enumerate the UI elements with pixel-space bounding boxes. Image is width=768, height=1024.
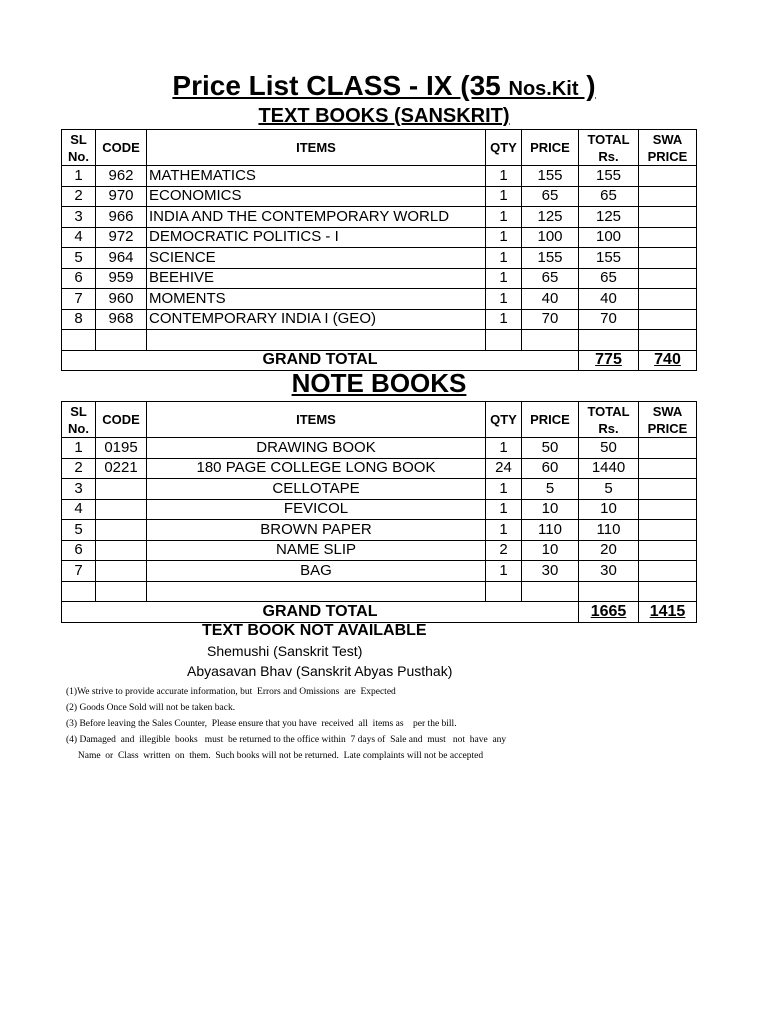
price-cell: 30 <box>522 561 579 582</box>
title-end: ) <box>578 70 596 101</box>
qty-cell: 2 <box>486 540 522 561</box>
table-header-row <box>62 402 697 438</box>
code-cell: 972 <box>96 227 147 248</box>
qty-cell: 1 <box>486 248 522 269</box>
total-cell: 1440 <box>579 458 639 479</box>
note-line: (4) Damaged and illegible books must be returned to the office within 7 days of Sale and must not have any <box>66 735 507 745</box>
empty-cell <box>522 581 579 602</box>
col-swa-header: SWA PRICE <box>639 402 697 438</box>
col-sl-header: SL No. <box>62 402 96 438</box>
price-cell: 155 <box>522 248 579 269</box>
empty-cell <box>147 581 486 602</box>
text-books-heading: TEXT BOOKS (SANSKRIT) <box>258 105 510 127</box>
grand-total-label: GRAND TOTAL <box>62 350 579 371</box>
grand-total-label: GRAND TOTAL <box>62 602 579 623</box>
grand-total-value: 1665 <box>579 602 639 623</box>
table-row <box>62 520 697 541</box>
grand-total-value: 775 <box>579 350 639 371</box>
item-cell: CELLOTAPE <box>147 479 486 500</box>
item-cell: INDIA AND THE CONTEMPORARY WORLD <box>147 207 486 228</box>
qty-cell: 1 <box>486 438 522 459</box>
empty-cell <box>579 581 639 602</box>
total-cell: 155 <box>579 166 639 187</box>
code-cell <box>96 499 147 520</box>
total-cell: 30 <box>579 561 639 582</box>
price-cell: 65 <box>522 268 579 289</box>
price-cell: 10 <box>522 499 579 520</box>
table-row <box>62 248 697 269</box>
swa-cell <box>639 438 697 459</box>
qty-cell: 1 <box>486 227 522 248</box>
code-cell: 966 <box>96 207 147 228</box>
qty-cell: 1 <box>486 166 522 187</box>
col-code-header: CODE <box>96 402 147 438</box>
grand-swa-value: 740 <box>639 350 697 371</box>
note-line: (2) Goods Once Sold will not be taken back. <box>66 703 236 713</box>
note-books-heading: NOTE BOOKS <box>291 368 467 398</box>
item-cell: FEVICOL <box>147 499 486 520</box>
empty-cell <box>62 330 96 351</box>
swa-cell <box>639 186 697 207</box>
empty-cell <box>96 330 147 351</box>
sl-cell: 7 <box>62 289 96 310</box>
sl-cell: 2 <box>62 458 96 479</box>
swa-cell <box>639 268 697 289</box>
grand-total-row <box>62 602 697 623</box>
total-cell: 50 <box>579 438 639 459</box>
blank-row <box>62 330 697 351</box>
item-cell: BAG <box>147 561 486 582</box>
table-row <box>62 540 697 561</box>
grand-swa-value: 1415 <box>639 602 697 623</box>
swa-cell <box>639 540 697 561</box>
sl-cell: 6 <box>62 268 96 289</box>
swa-cell <box>639 227 697 248</box>
qty-cell: 1 <box>486 289 522 310</box>
sl-cell: 4 <box>62 499 96 520</box>
col-price-header: PRICE <box>522 130 579 166</box>
sl-cell: 3 <box>62 479 96 500</box>
price-cell: 155 <box>522 166 579 187</box>
sl-cell: 5 <box>62 520 96 541</box>
total-cell: 65 <box>579 186 639 207</box>
sl-cell: 1 <box>62 166 96 187</box>
price-cell: 100 <box>522 227 579 248</box>
price-cell: 50 <box>522 438 579 459</box>
table-row <box>62 207 697 228</box>
qty-cell: 1 <box>486 499 522 520</box>
total-cell: 70 <box>579 309 639 330</box>
code-cell <box>96 561 147 582</box>
sl-cell: 8 <box>62 309 96 330</box>
item-cell: MATHEMATICS <box>147 166 486 187</box>
item-cell: MOMENTS <box>147 289 486 310</box>
sl-cell: 6 <box>62 540 96 561</box>
swa-cell <box>639 561 697 582</box>
total-cell: 10 <box>579 499 639 520</box>
table-row <box>62 499 697 520</box>
swa-cell <box>639 166 697 187</box>
swa-cell <box>639 458 697 479</box>
total-cell: 100 <box>579 227 639 248</box>
col-code-header: CODE <box>96 130 147 166</box>
sl-cell: 2 <box>62 186 96 207</box>
total-cell: 155 <box>579 248 639 269</box>
qty-cell: 1 <box>486 186 522 207</box>
code-cell: 0221 <box>96 458 147 479</box>
swa-cell <box>639 248 697 269</box>
sl-cell: 7 <box>62 561 96 582</box>
item-cell: DRAWING BOOK <box>147 438 486 459</box>
table-row <box>62 561 697 582</box>
sl-cell: 5 <box>62 248 96 269</box>
col-items-header: ITEMS <box>147 130 486 166</box>
table-row <box>62 186 697 207</box>
price-cell: 110 <box>522 520 579 541</box>
col-qty-header: QTY <box>486 402 522 438</box>
price-cell: 65 <box>522 186 579 207</box>
total-cell: 40 <box>579 289 639 310</box>
total-cell: 65 <box>579 268 639 289</box>
col-items-header: ITEMS <box>147 402 486 438</box>
code-cell <box>96 479 147 500</box>
empty-cell <box>639 581 697 602</box>
empty-cell <box>522 330 579 351</box>
code-cell: 959 <box>96 268 147 289</box>
code-cell: 0195 <box>96 438 147 459</box>
price-cell: 60 <box>522 458 579 479</box>
sl-cell: 4 <box>62 227 96 248</box>
total-cell: 20 <box>579 540 639 561</box>
text-books-table <box>61 129 697 371</box>
code-cell <box>96 520 147 541</box>
table-row <box>62 438 697 459</box>
swa-cell <box>639 309 697 330</box>
empty-cell <box>486 330 522 351</box>
item-cell: BROWN PAPER <box>147 520 486 541</box>
table-row <box>62 268 697 289</box>
empty-cell <box>486 581 522 602</box>
code-cell: 960 <box>96 289 147 310</box>
col-sl-header: SL No. <box>62 130 96 166</box>
not-available-item: Abyasavan Bhav (Sanskrit Abyas Pusthak) <box>187 663 453 679</box>
item-cell: ECONOMICS <box>147 186 486 207</box>
terms-notes <box>66 684 586 764</box>
note-line: (1)We strive to provide accurate information, but Errors and Omissions are Expected <box>66 687 396 697</box>
price-cell: 125 <box>522 207 579 228</box>
qty-cell: 1 <box>486 479 522 500</box>
qty-cell: 1 <box>486 309 522 330</box>
price-cell: 40 <box>522 289 579 310</box>
table-row <box>62 166 697 187</box>
code-cell <box>96 540 147 561</box>
total-cell: 5 <box>579 479 639 500</box>
empty-cell <box>96 581 147 602</box>
swa-cell <box>639 289 697 310</box>
item-cell: CONTEMPORARY INDIA I (GEO) <box>147 309 486 330</box>
table-row <box>62 227 697 248</box>
sl-cell: 3 <box>62 207 96 228</box>
qty-cell: 1 <box>486 268 522 289</box>
blank-row <box>62 581 697 602</box>
item-cell: SCIENCE <box>147 248 486 269</box>
price-cell: 10 <box>522 540 579 561</box>
qty-cell: 24 <box>486 458 522 479</box>
code-cell: 968 <box>96 309 147 330</box>
title-kit: Nos.Kit <box>508 78 579 100</box>
table-row <box>62 309 697 330</box>
item-cell: DEMOCRATIC POLITICS - I <box>147 227 486 248</box>
table-row <box>62 479 697 500</box>
swa-cell <box>639 520 697 541</box>
swa-cell <box>639 499 697 520</box>
code-cell: 970 <box>96 186 147 207</box>
note-line: (3) Before leaving the Sales Counter, Please ensure that you have received all items as per the bill. <box>66 719 457 729</box>
col-total-header: TOTAL Rs. <box>579 402 639 438</box>
price-cell: 70 <box>522 309 579 330</box>
item-cell: NAME SLIP <box>147 540 486 561</box>
not-available-item: Shemushi (Sanskrit Test) <box>207 643 363 659</box>
page-title <box>0 70 768 102</box>
empty-cell <box>639 330 697 351</box>
empty-cell <box>62 581 96 602</box>
table-row <box>62 289 697 310</box>
swa-cell <box>639 479 697 500</box>
col-swa-header: SWA PRICE <box>639 130 697 166</box>
code-cell: 964 <box>96 248 147 269</box>
item-cell: 180 PAGE COLLEGE LONG BOOK <box>147 458 486 479</box>
sl-cell: 1 <box>62 438 96 459</box>
col-total-header: TOTAL Rs. <box>579 130 639 166</box>
col-price-header: PRICE <box>522 402 579 438</box>
total-cell: 110 <box>579 520 639 541</box>
qty-cell: 1 <box>486 520 522 541</box>
qty-cell: 1 <box>486 207 522 228</box>
table-header-row <box>62 130 697 166</box>
swa-cell <box>639 207 697 228</box>
empty-cell <box>147 330 486 351</box>
code-cell: 962 <box>96 166 147 187</box>
table-row <box>62 458 697 479</box>
note-line: Name or Class written on them. Such books will not be returned. Late complaints will not be accepted <box>66 751 484 761</box>
price-cell: 5 <box>522 479 579 500</box>
title-main: Price List CLASS - IX (35 <box>172 70 509 101</box>
col-qty-header: QTY <box>486 130 522 166</box>
empty-cell <box>579 330 639 351</box>
qty-cell: 1 <box>486 561 522 582</box>
total-cell: 125 <box>579 207 639 228</box>
note-books-table <box>61 401 697 623</box>
item-cell: BEEHIVE <box>147 268 486 289</box>
not-available-heading: TEXT BOOK NOT AVAILABLE <box>202 622 427 639</box>
